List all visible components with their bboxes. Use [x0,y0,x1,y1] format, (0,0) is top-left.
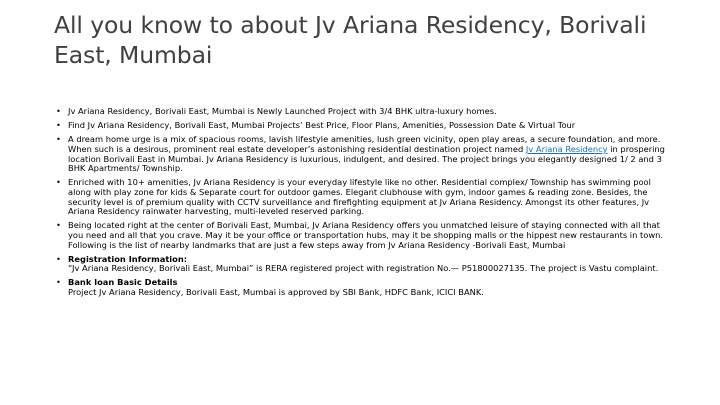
bank-loan-heading: Bank loan Basic Details [68,277,178,288]
list-item-text: Enriched with 10+ amenities, Jv Ariana Residency is your everyday lifestyle like no other. Residential complex/ Township has swimming pool along with play zone for kids & Separate court for outdoor games. Elegant clubhouse with gym, indoor games & reading zone. Besides, the security level is of premium quality with CCTV surveillance and firefighting equipment at Jv Ariana Residency. Amongst its other features, Jv Ariana Residency rainwater harvesting, multi-leveled reserved parking. [68,177,651,217]
list-item [56,107,668,117]
slide-title-line-1: All you know to about Jv Ariana Residency, Borivali [54,11,647,39]
list-item [56,178,668,216]
list-item-text: in prospering location Borivali East in Mumbai. Jv Ariana Residency is luxurious, indulgent, and desired. The project brings you elegantly designed 1/ 2 and 3 BHK Apartments/ Township. [68,143,665,174]
list-item [56,255,668,274]
list-item-text: A dream home urge is a mix of spacious rooms, lavish lifestyle amenities, lush green vicinity, open play areas, a secure foundation, and more. When such is a desirous, prominent real estate developer’s astonishing residential destination project named [68,134,661,154]
list-item [56,135,668,173]
bullet-glyph: • [56,177,61,188]
bullet-glyph: • [56,120,61,131]
bullet-glyph: • [56,277,61,288]
registration-heading: Registration Information: [68,253,188,264]
bullet-glyph: • [56,253,61,264]
bullet-list [56,107,668,302]
list-item [56,278,668,297]
slide-title [54,10,694,70]
list-item [56,221,668,250]
list-item [56,121,668,131]
bullet-glyph: • [56,134,61,145]
slide-title-line-2: East, Mumbai [54,41,213,69]
list-item-text: Being located right at the center of Borivali East, Mumbai, Jv Ariana Residency offers you unmatched leisure of staying connected with all that you need and all that you crave. May it be your office or transportation hubs, may it be shopping malls or the hippest new restaurants in town. Following is the list of nearby landmarks that are just a few steps away from Jv Ariana Residency -Borivali East, Mumbai [68,220,664,250]
list-item-text: Find Jv Ariana Residency, Borivali East, Mumbai Projects’ Best Price, Floor Plans, Amenities, Possession Date & Virtual Tour [68,120,576,131]
list-item-text: Project Jv Ariana Residency, Borivali East, Mumbai is approved by SBI Bank, HDFC Bank, ICICI BANK. [68,287,484,298]
list-item-text: “Jv Ariana Residency, Borivali East, Mumbai” is RERA registered project with registration No.— P51800027135. The project is Vastu complaint. [68,263,659,274]
bullet-glyph: • [56,220,61,231]
list-item-text: Jv Ariana Residency, Borivali East, Mumbai is Newly Launched Project with 3/4 BHK ultra-luxury homes. [68,106,497,116]
project-link[interactable]: Jv Ariana Residency [525,143,608,154]
bullet-glyph: • [56,106,61,116]
